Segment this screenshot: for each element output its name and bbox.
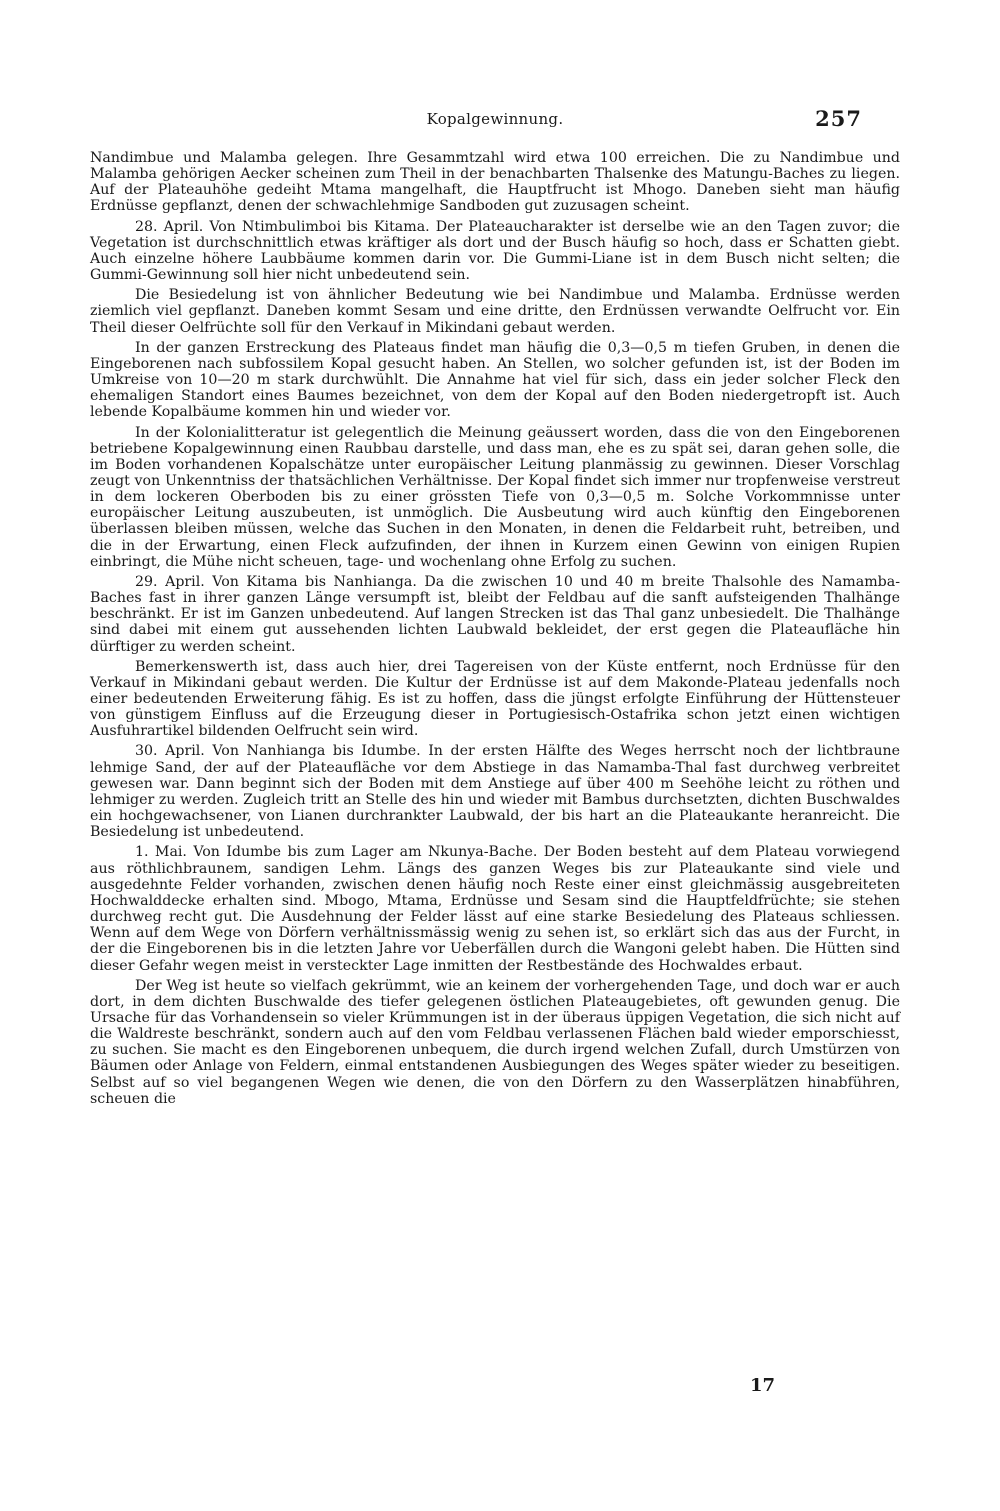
paragraph: In der ganzen Erstreckung des Plateaus findet man häufig die 0,3—0,5 m tiefen Gruben, in denen die Eingeborenen nach subfossilem Kopal gesucht haben. An Stellen, wo solcher gefunden ist, ist der Boden im Umkreise von 10—20 m stark durchwühlt. Die Annahme hat viel für sich, dass ein jeder solcher Fleck den ehemaligen Standort eines Baumes bezeichnet, von dem der Kopal auf den Boden niedergetropft ist. Auch lebende Kopalbäume kommen hin und wieder vor.: [90, 339, 900, 421]
paragraph: Nandimbue und Malamba gelegen. Ihre Gesammtzahl wird etwa 100 erreichen. Die zu Nandimbue und Malamba gehörigen Aecker scheinen zum Theil in der benachbarten Thalsenke des Matungu-Baches zu liegen. Auf der Plateauhöhe gedeiht Mtama mangelhaft, die Hauptfrucht ist Mhogo. Daneben sieht man häufig Erdnüsse gepflanzt, denen der schwachlehmige Sandboden gut zuzusagen scheint.: [90, 150, 900, 215]
paragraph: 28. April. Von Ntimbulimboi bis Kitama. Der Plateaucharakter ist derselbe wie an den Tagen zuvor; die Vegetation ist durchschnittlich etwas kräftiger als dort und der Busch häufig so hoch, dass er Schatten giebt. Auch einzelne höhere Laubbäume kommen darin vor. Die Gummi-Liane ist in dem Busch nicht selten; die Gummi-Gewinnung soll hier nicht unbedeutend sein.: [90, 218, 900, 284]
running-title: Kopalgewinnung.: [426, 110, 564, 128]
paragraph: In der Kolonialitteratur ist gelegentlich die Meinung geäussert worden, dass die von den Eingeborenen betriebene Kopalgewinnung einen Raubbau darstelle, und dass man, ehe es zu spät sei, daran gehen solle, die im Boden vorhandenen Kopalschätze unter europäischer Leitung planmässig zu gewinnen. Dieser Vorschlag zeugt von Unkenntniss der thatsächlichen Verhältnisse. Der Kopal findet sich immer nur tropfenweise verstreut in dem lockeren Oberboden bis zu einer grössten Tiefe von 0,3—0,5 m. Solche Vorkommnisse unter europäischer Leitung auszubeuten, ist unmöglich. Die Ausbeutung wird auch künftig den Eingeborenen überlassen bleiben müssen, welche das Suchen in den Monaten, in denen die Feldarbeit ruht, betreiben, und die in der Erwartung, einen Fleck aufzufinden, der ihnen in Kurzem einen Gewinn von einigen Rupien einbringt, die Mühe nicht scheuen, tage- und wochenlang ohne Erfolg zu suchen.: [90, 424, 900, 570]
paragraph: 29. April. Von Kitama bis Nanhianga. Da die zwischen 10 und 40 m breite Thalsohle des Namamba-Baches fast in ihrer ganzen Länge versumpft ist, bleibt der Feldbau auf die sanft aufsteigenden Thalhänge beschränkt. Er ist im Ganzen unbedeutend. Auf langen Strecken ist das Thal ganz unbesiedelt. Die Thalhänge sind dabei mit einem gut aussehenden lichten Laubwald bekleidet, der erst gegen die Plateaufläche hin dürftiger zu werden scheint.: [90, 573, 900, 655]
body-text: [90, 150, 900, 1107]
page-number: 257: [815, 106, 862, 131]
paragraph: Bemerkenswerth ist, dass auch hier, drei Tagereisen von der Küste entfernt, noch Erdnüsse für den Verkauf in Mikindani gebaut werden. Die Kultur der Erdnüsse ist auf dem Makonde-Plateau jedenfalls noch einer bedeutenden Erweiterung fähig. Es ist zu hoffen, dass die jüngst erfolgte Einführung der Hüttensteuer von günstigem Einfluss auf die Erzeugung dieser in Portugiesisch-Ostafrika schon jetzt einen wichtigen Ausfuhrartikel bildenden Oelfrucht sein wird.: [90, 658, 900, 740]
paragraph: 30. April. Von Nanhianga bis Idumbe. In der ersten Hälfte des Weges herrscht noch der lichtbraune lehmige Sand, der auf der Plateaufläche vor dem Abstiege in das Namamba-Thal fast durchweg verbreitet gewesen war. Dann beginnt sich der Boden mit dem Anstiege auf über 400 m Seehöhe leicht zu röthen und lehmiger zu werden. Zugleich tritt an Stelle des hin und wieder mit Bambus durchsetzten, dichten Buschwaldes ein hochgewachsener, von Lianen durchrankter Laubwald, der bis hart an die Plateaukante heranreicht. Die Besiedelung ist unbedeutend.: [90, 743, 900, 841]
paragraph: Die Besiedelung ist von ähnlicher Bedeutung wie bei Nandimbue und Malamba. Erdnüsse werden ziemlich viel gepflanzt. Daneben kommt Sesam und eine dritte, den Erdnüssen verwandte Oelfrucht vor. Ein Theil dieser Oelfrüchte soll für den Verkauf in Mikindani gebaut werden.: [90, 287, 900, 336]
paragraph: Der Weg ist heute so vielfach gekrümmt, wie an keinem der vorhergehenden Tage, und doch war er auch dort, in dem dichten Buschwalde des tiefer gelegenen östlichen Plateaugebietes, oft gewunden genug. Die Ursache für das Vorhandensein so vieler Krümmungen ist in der überaus üppigen Vegetation, die sich nicht auf die Waldreste beschränkt, sondern auch auf den vom Feldbau verlassenen Flächen bald wieder emporschiesst, zu suchen. Sie macht es den Eingeborenen unbequem, die durch irgend welchen Zufall, durch Umstürzen von Bäumen oder Anlage von Feldern, einmal entstandenen Ausbiegungen des Weges später wieder zu beseitigen. Selbst auf so viel begangenen Wegen wie denen, die von den Dörfern zu den Wasserplätzen hinabführen, scheuen die: [90, 977, 900, 1107]
page-header: [90, 106, 900, 136]
signature-mark: 17: [750, 1375, 776, 1396]
paragraph: 1. Mai. Von Idumbe bis zum Lager am Nkunya-Bache. Der Boden besteht auf dem Plateau vorwiegend aus röthlichbraunem, sandigen Lehm. Längs des ganzen Weges bis zur Plateaukante sind viele und ausgedehnte Felder vorhanden, zwischen denen häufig noch Reste einer einst gleichmässig ausgebreiteten Hochwalddecke erhalten sind. Mbogo, Mtama, Erdnüsse und Sesam sind die Hauptfeldfrüchte; sie stehen durchweg recht gut. Die Ausdehnung der Felder lässt auf eine starke Besiedelung des Plateaus schliessen. Wenn auf dem Wege von Dörfern verhältnissmässig wenig zu sehen ist, so erklärt sich das aus der Furcht, in der die Eingeborenen bis in die letzten Jahre vor Ueberfällen durch die Wangoni gelebt haben. Die Hütten sind dieser Gefahr wegen meist in versteckter Lage inmitten der Restbestände des Hochwaldes erbaut.: [90, 844, 900, 974]
